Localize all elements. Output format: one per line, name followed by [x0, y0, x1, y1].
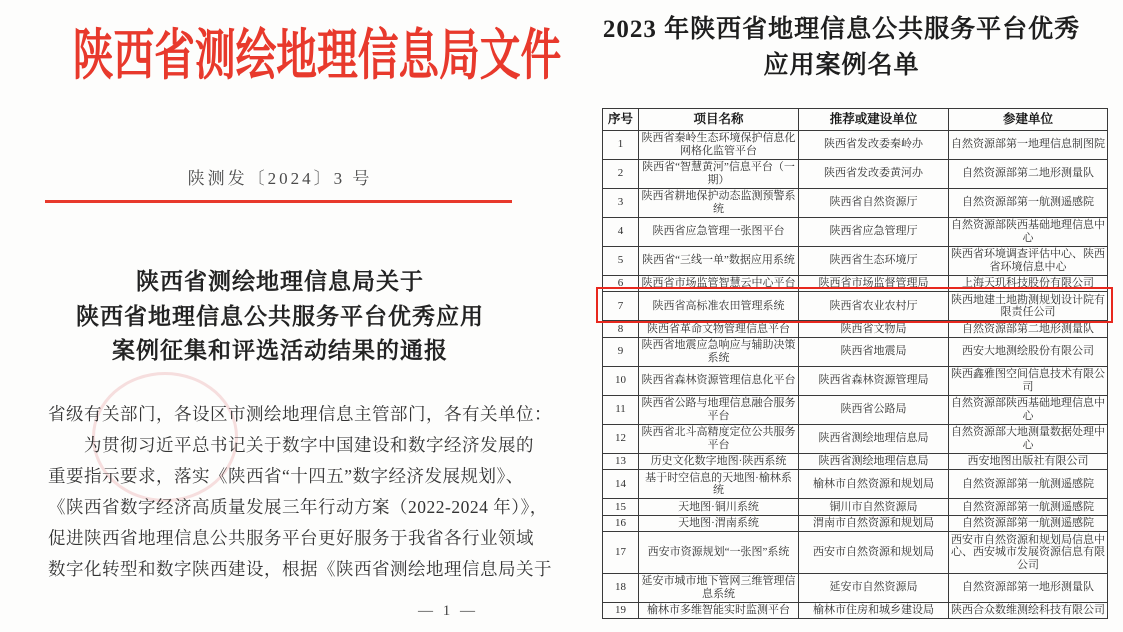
table-row — [603, 337, 1108, 366]
list-title-line-1: 2023 年陕西省地理信息公共服务平台优秀 — [602, 16, 1081, 43]
cell-recommender: 渭南市自然资源和规划局 — [799, 515, 949, 532]
table-row — [603, 366, 1108, 395]
cell-participant: 自然资源部陕西基础地理信息中心 — [949, 217, 1108, 246]
cell-seq: 14 — [603, 470, 639, 499]
table-row — [603, 217, 1108, 246]
page-right — [560, 0, 1123, 632]
document-number: 陕测发〔2024〕3 号 — [187, 169, 373, 188]
salutation: 省级有关部门，各设区市测绘地理信息主管部门，各有关单位： — [48, 404, 552, 424]
table-row — [603, 130, 1108, 159]
table-row — [603, 424, 1108, 453]
page-number: — 1 — — [418, 603, 478, 619]
cell-project: 陕西省森林资源管理信息化平台 — [639, 366, 799, 395]
cell-project: 陕西省公路与地理信息融合服务平台 — [639, 395, 799, 424]
cell-seq: 13 — [603, 453, 639, 470]
cell-seq: 10 — [603, 366, 639, 395]
cell-seq: 5 — [603, 246, 639, 275]
cell-seq: 3 — [603, 188, 639, 217]
document-body — [48, 402, 552, 588]
cell-project: 陕西省地震应急响应与辅助决策系统 — [639, 337, 799, 366]
cell-project: 榆林市多维智能实时监测平台 — [639, 602, 799, 619]
table-row — [603, 602, 1108, 619]
table-row — [603, 188, 1108, 217]
cell-recommender: 陕西省森林资源管理局 — [799, 366, 949, 395]
cell-participant: 自然资源部第一航测遥感院 — [949, 499, 1108, 516]
cell-seq: 16 — [603, 515, 639, 532]
cell-recommender: 榆林市住房和城乡建设局 — [799, 602, 949, 619]
document-title — [0, 265, 560, 369]
cell-participant: 自然资源部第二地形测量队 — [949, 321, 1108, 338]
document-title-line-1: 陕西省测绘地理信息局关于 — [136, 269, 424, 294]
col-header-participant: 参建单位 — [949, 109, 1108, 131]
cell-recommender: 陕西省测绘地理信息局 — [799, 424, 949, 453]
cell-project: 延安市城市地下管网三维管理信息系统 — [639, 573, 799, 602]
cell-seq: 19 — [603, 602, 639, 619]
cell-seq: 1 — [603, 130, 639, 159]
table-header-row — [603, 109, 1108, 131]
table-row — [603, 395, 1108, 424]
cell-project: 陕西省“智慧黄河”信息平台（一期） — [639, 159, 799, 188]
col-header-recommender: 推荐或建设单位 — [799, 109, 949, 131]
results-table-body — [603, 130, 1108, 619]
table-row — [603, 515, 1108, 532]
cell-recommender: 陕西省生态环境厅 — [799, 246, 949, 275]
cell-seq: 6 — [603, 275, 639, 292]
table-row — [603, 159, 1108, 188]
cell-project: 陕西省秦岭生态环境保护信息化网格化监管平台 — [639, 130, 799, 159]
cell-seq: 8 — [603, 321, 639, 338]
cell-project: 天地图·渭南系统 — [639, 515, 799, 532]
cell-participant: 自然资源部陕西基础地理信息中心 — [949, 395, 1108, 424]
cell-participant: 自然资源部大地测量数据处理中心 — [949, 424, 1108, 453]
cell-recommender: 陕西省自然资源厅 — [799, 188, 949, 217]
cell-seq: 7 — [603, 292, 639, 321]
cell-project: 陕西省北斗高精度定位公共服务平台 — [639, 424, 799, 453]
red-separator-line — [45, 200, 512, 203]
cell-project: 西安市资源规划“一张图”系统 — [639, 532, 799, 574]
cell-recommender: 陕西省发改委黄河办 — [799, 159, 949, 188]
cell-recommender: 陕西省测绘地理信息局 — [799, 453, 949, 470]
table-row — [603, 470, 1108, 499]
cell-recommender: 榆林市自然资源和规划局 — [799, 470, 949, 499]
cell-project: 陕西省革命文物管理信息平台 — [639, 321, 799, 338]
cell-project: 基于时空信息的天地图·榆林系统 — [639, 470, 799, 499]
table-row — [603, 246, 1108, 275]
cell-participant: 自然资源部第一地理信息制图院 — [949, 130, 1108, 159]
cell-participant: 自然资源部第二地形测量队 — [949, 159, 1108, 188]
page-left — [0, 0, 560, 632]
table-row — [603, 292, 1108, 321]
cell-project: 陕西省耕地保护动态监测预警系统 — [639, 188, 799, 217]
cell-participant: 陕西省环境调查评估中心、陕西省环境信息中心 — [949, 246, 1108, 275]
cell-participant: 上海天玑科技股份有限公司 — [949, 275, 1108, 292]
cell-seq: 12 — [603, 424, 639, 453]
cell-participant: 陕西鑫雅图空间信息技术有限公司 — [949, 366, 1108, 395]
cell-participant: 自然资源部第一航测遥感院 — [949, 515, 1108, 532]
table-row — [603, 532, 1108, 574]
cell-participant: 西安大地测绘股份有限公司 — [949, 337, 1108, 366]
cell-seq: 15 — [603, 499, 639, 516]
table-row — [603, 321, 1108, 338]
list-title-line-2: 应用案例名单 — [763, 52, 920, 79]
cell-recommender: 陕西省发改委秦岭办 — [799, 130, 949, 159]
list-title — [560, 12, 1123, 84]
cell-project: 陕西省“三线一单”数据应用系统 — [639, 246, 799, 275]
cell-project: 陕西省市场监管智慧云中心平台 — [639, 275, 799, 292]
body-line: 重要指示要求，落实《陕西省“十四五”数字经济发展规划》、 — [48, 466, 524, 486]
cell-seq: 9 — [603, 337, 639, 366]
body-line: 促进陕西省地理信息公共服务平台更好服务于我省各行业领域 — [48, 528, 534, 548]
table-row — [603, 499, 1108, 516]
document-title-line-2: 陕西省地理信息公共服务平台优秀应用 — [76, 303, 484, 329]
cell-participant: 西安地图出版社有限公司 — [949, 453, 1108, 470]
cell-project: 陕西省高标准农田管理系统 — [639, 292, 799, 321]
cell-participant: 陕西合众数维测绘科技有限公司 — [949, 602, 1108, 619]
cell-participant: 西安市自然资源和规划局信息中心、西安城市发展资源信息有限公司 — [949, 532, 1108, 574]
body-line: 数字化转型和数字陕西建设，根据《陕西省测绘地理信息局关于 — [48, 559, 552, 579]
table-row — [603, 275, 1108, 292]
cell-recommender: 陕西省应急管理厅 — [799, 217, 949, 246]
cell-project: 陕西省应急管理一张图平台 — [639, 217, 799, 246]
cell-seq: 2 — [603, 159, 639, 188]
cell-recommender: 陕西省市场监督管理局 — [799, 275, 949, 292]
cell-participant: 陕西地建土地勘测规划设计院有限责任公司 — [949, 292, 1108, 321]
body-line: 《陕西省数字经济高质量发展三年行动方案（2022-2024 年）》， — [48, 497, 548, 517]
cell-seq: 18 — [603, 573, 639, 602]
red-letterhead-title: 陕西省测绘地理信息局文件 — [72, 25, 562, 86]
table-row — [603, 453, 1108, 470]
cell-seq: 11 — [603, 395, 639, 424]
cell-recommender: 铜川市自然资源局 — [799, 499, 949, 516]
cell-recommender: 陕西省农业农村厅 — [799, 292, 949, 321]
cell-recommender: 陕西省地震局 — [799, 337, 949, 366]
cell-seq: 4 — [603, 217, 639, 246]
col-header-seq: 序号 — [603, 109, 639, 131]
cell-recommender: 延安市自然资源局 — [799, 573, 949, 602]
cell-recommender: 陕西省文物局 — [799, 321, 949, 338]
results-table — [602, 108, 1108, 619]
col-header-project: 项目名称 — [639, 109, 799, 131]
document-title-line-3: 案例征集和评选活动结果的通报 — [112, 338, 448, 363]
cell-recommender: 陕西省公路局 — [799, 395, 949, 424]
cell-project: 天地图·铜川系统 — [639, 499, 799, 516]
cell-participant: 自然资源部第一地形测量队 — [949, 573, 1108, 602]
cell-project: 历史文化数字地图·陕西系统 — [639, 453, 799, 470]
cell-recommender: 西安市自然资源和规划局 — [799, 532, 949, 574]
body-line: 为贯彻习近平总书记关于数字中国建设和数字经济发展的 — [84, 435, 534, 455]
cell-seq: 17 — [603, 532, 639, 574]
cell-participant: 自然资源部第一航测遥感院 — [949, 470, 1108, 499]
table-row — [603, 573, 1108, 602]
cell-participant: 自然资源部第一航测遥感院 — [949, 188, 1108, 217]
